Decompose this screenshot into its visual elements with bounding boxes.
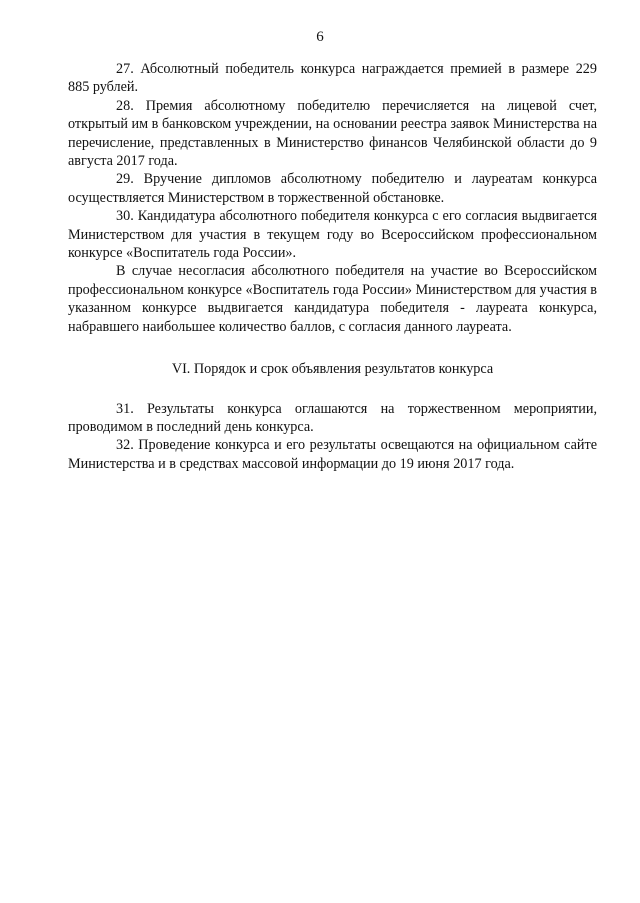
paragraph-27: 27. Абсолютный победитель конкурса награждается премией в размере 229 885 рублей. — [68, 61, 597, 96]
paragraph-29: 29. Вручение дипломов абсолютному победителю и лауреатам конкурса осуществляется Министерством в торжественной обстановке. — [68, 171, 597, 206]
paragraph-30-continuation: В случае несогласия абсолютного победителя на участие во Всероссийском профессиональном конкурсе «Воспитатель года России» Министерством для участия в указанном конкурсе выдвигается кандидатура победителя - лауреата конкурса, набравшего наибольшее количество баллов, с согласия данного лауреата. — [68, 263, 597, 335]
section-heading: VI. Порядок и срок объявления результатов конкурса — [171, 361, 494, 378]
paragraph-28: 28. Премия абсолютному победителю перечисляется на лицевой счет, открытый им в банковском учреждении, на основании реестра заявок Министерства на перечисление, представленных в Министерство финансов Челябинской области до 9 августа 2017 года. — [68, 97, 597, 170]
paragraph-30: 30. Кандидатура абсолютного победителя конкурса с его согласия выдвигается Министерством для участия в текущем году во Всероссийском профессиональном конкурсе «Воспитатель года России». — [68, 208, 597, 262]
paragraph-32: 32. Проведение конкурса и его результаты освещаются на официальном сайте Министерства и в средствах массовой информации до 19 июня 2017 года. — [68, 437, 597, 472]
document-body — [68, 60, 597, 473]
paragraph-31: 31. Результаты конкурса оглашаются на торжественном мероприятии, проводимом в последний день конкурса. — [68, 400, 597, 435]
page-number: 6 — [316, 29, 324, 45]
